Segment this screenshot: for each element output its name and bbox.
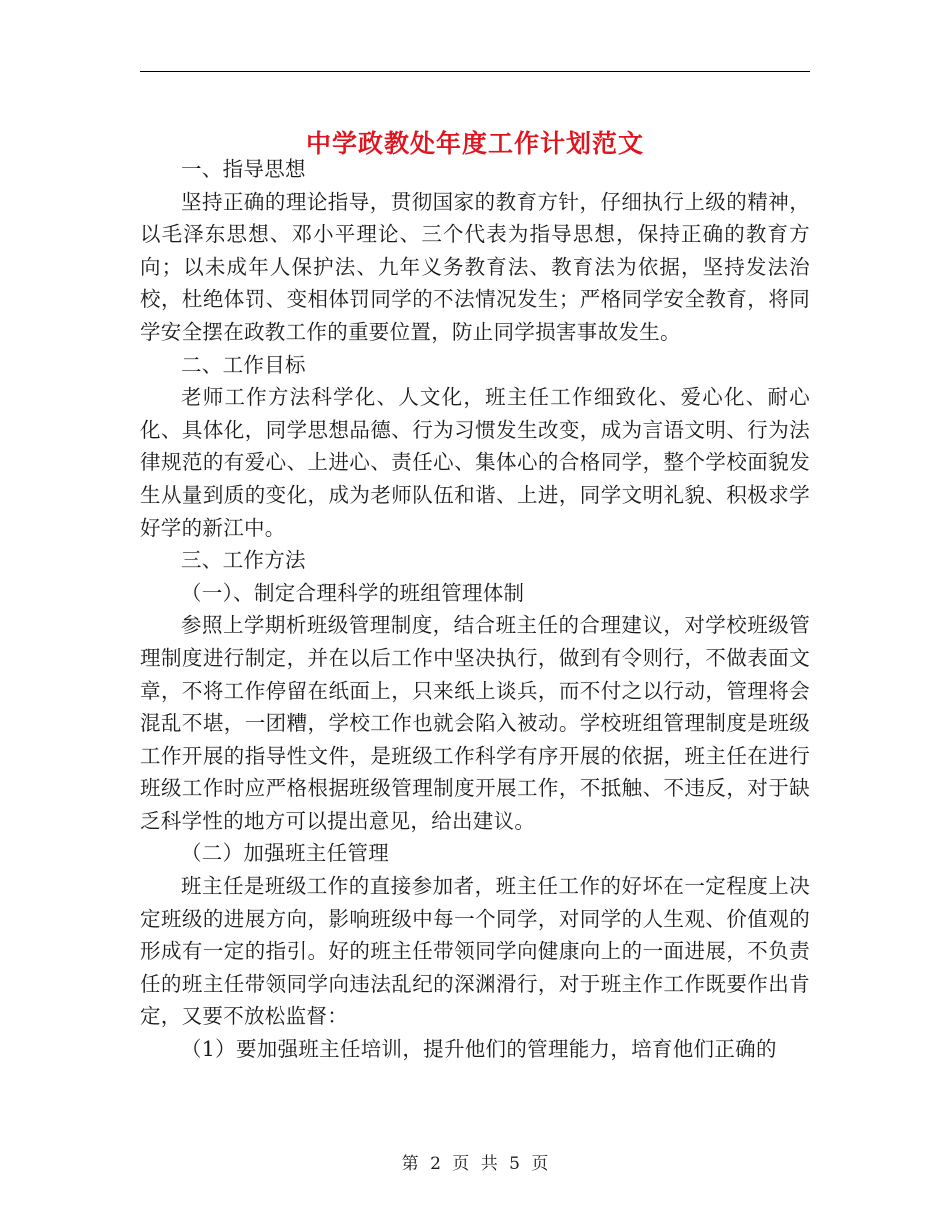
paragraph-guiding-thought: 坚持正确的理论指导，贯彻国家的教育方针，仔细执行上级的精神，以毛泽东思想、邓小平理论、三个代表为指导思想，保持正确的教育方向；以未成年人保护法、九年义务教育法、教育法为依据，坚持发法治校，杜绝体罚、变相体罚同学的不法情况发生；严格同学安全教育，将同学安全摆在政教工作的重要位置，防止同学损害事故发生。: [140, 189, 810, 344]
section-heading-work-methods: 三、工作方法: [181, 548, 306, 573]
page-indicator: 第 2 页 共 5 页: [401, 1154, 549, 1174]
section-heading-guiding-thought: 一、指导思想: [181, 157, 306, 181]
document-title: 中学政教处年度工作计划范文: [305, 128, 644, 158]
paragraph-head-teacher-management: 班主任是班级工作的直接参加者，班主任工作的好坏在一定程度上决定班级的进展方向，影响班级中每一个同学，对同学的人生观、价值观的形成有一定的指引。好的班主任带领同学向健康向上的一面进展，不负责任的班主任带领同学向违法乱纪的深渊滑行，对于班主作工作既要作出肯定，又要不放松监督：: [140, 874, 810, 1029]
paragraph-class-management-system: 参照上学期析班级管理制度，结合班主任的合理建议，对学校班级管理制度进行制定，并在以后工作中坚决执行，做到有令则行，不做表面文章，不将工作停留在纸面上，只来纸上谈兵，而不付之以行动，管理将会混乱不堪，一团糟，学校工作也就会陷入被动。学校班组管理制度是班级工作开展的指导性文件，是班级工作科学有序开展的依据，班主任在进行班级工作时应严格根据班级管理制度开展工作，不抵触、不违反，对于缺乏科学性的地方可以提出意见，给出建议。: [140, 613, 810, 833]
paragraph-work-goals: 老师工作方法科学化、人文化，班主任工作细致化、爱心化、耐心化、具体化，同学思想品德、行为习惯发生改变，成为言语文明、行为法律规范的有爱心、上进心、责任心、集体心的合格同学，整个学校面貌发生从量到质的变化，成为老师队伍和谐、上进，同学文明礼貌、积极求学好学的新江中。: [140, 385, 810, 540]
paragraph-head-teacher-training: （1）要加强班主任培训，提升他们的管理能力，培育他们正确的: [181, 1037, 777, 1062]
subheading-head-teacher-management: （二）加强班主任管理: [181, 841, 389, 866]
document-body: [140, 153, 810, 1066]
subheading-class-management-system: （一）、制定合理科学的班组管理体制: [181, 580, 525, 605]
section-heading-work-goals: 二、工作目标: [181, 352, 306, 377]
header-rule: [140, 71, 810, 72]
